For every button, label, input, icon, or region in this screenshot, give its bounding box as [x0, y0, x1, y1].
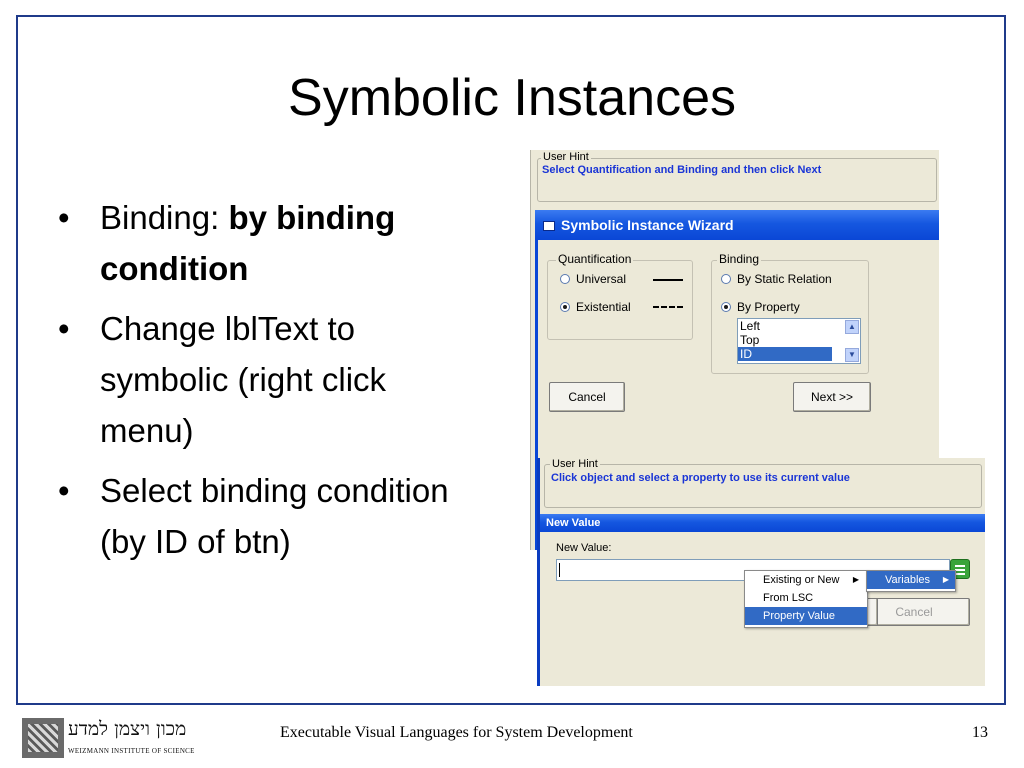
- weizmann-logo: [22, 716, 212, 760]
- property-listbox[interactable]: [737, 318, 861, 364]
- text-cursor: [559, 563, 560, 577]
- radio-circle: [560, 274, 570, 284]
- logo-hebrew-text: מכון ויצמן למדע: [68, 718, 187, 740]
- solid-line-icon: [653, 279, 683, 281]
- radio-label: By Property: [737, 300, 800, 314]
- quantification-legend: Quantification: [558, 252, 632, 266]
- radio-by-property[interactable]: [721, 300, 800, 314]
- menu-item-from-lsc[interactable]: From LSC: [763, 592, 814, 604]
- list-item[interactable]: Top: [740, 333, 760, 347]
- menu-item-existing-or-new[interactable]: [745, 571, 867, 589]
- submenu-arrow-icon: ▶: [942, 575, 949, 584]
- new-value-label: New Value:: [556, 542, 612, 554]
- radio-existential[interactable]: [560, 300, 631, 314]
- radio-universal[interactable]: [560, 272, 626, 286]
- logo-english-text: WEIZMANN INSTITUTE OF SCIENCE: [68, 747, 195, 755]
- radio-circle: [721, 302, 731, 312]
- menu-item-variables[interactable]: [867, 571, 955, 589]
- menu-item-label: Existing or New: [763, 574, 840, 586]
- submenu: [866, 570, 956, 592]
- menu-item-label: Variables: [885, 574, 931, 586]
- user-hint-text: Select Quantification and Binding and then click Next: [542, 164, 822, 176]
- scroll-up-icon[interactable]: ▲: [845, 320, 859, 334]
- new-value-titlebar: New Value: [540, 514, 985, 532]
- footer-text: Executable Visual Languages for System Development: [280, 724, 633, 741]
- submenu-arrow-icon: ▶: [852, 575, 859, 584]
- list-item[interactable]: Left: [740, 319, 761, 333]
- slide-title: Symbolic Instances: [288, 69, 736, 127]
- list-item-selected[interactable]: ID: [738, 347, 832, 361]
- bullet-prefix: Binding:: [100, 199, 229, 236]
- next-button[interactable]: Next >>: [793, 382, 871, 412]
- user-hint-text: Click object and select a property to use its current value: [551, 472, 850, 484]
- bullet-item: • Select binding condition (by ID of btn): [56, 465, 476, 567]
- user-hint-legend: User Hint: [543, 151, 589, 163]
- user-hint-box: [544, 464, 982, 508]
- menu-item-property-value[interactable]: Property Value: [745, 607, 867, 625]
- dashed-line-icon: [653, 306, 683, 308]
- page-number: 13: [972, 724, 988, 741]
- bullet-bold-text: by binding condition: [100, 199, 396, 287]
- cancel-button[interactable]: Cancel: [858, 598, 970, 626]
- cancel-button[interactable]: Cancel: [549, 382, 625, 412]
- binding-legend: Binding: [719, 252, 760, 266]
- wizard-title: Symbolic Instance Wizard: [561, 217, 734, 233]
- bullet-item: • Change lblText to symbolic (right click menu): [56, 303, 476, 456]
- context-menu: [744, 570, 868, 628]
- radio-label: Existential: [576, 300, 631, 314]
- window-icon: [543, 221, 555, 231]
- radio-circle: [560, 302, 570, 312]
- new-value-screenshot: [537, 458, 985, 686]
- radio-by-static-relation[interactable]: [721, 272, 832, 286]
- bullet-list: [56, 192, 476, 576]
- user-hint-legend: User Hint: [552, 458, 598, 470]
- logo-emblem-icon: [22, 718, 64, 758]
- bullet-item: [56, 192, 476, 294]
- radio-label: Universal: [576, 272, 627, 286]
- scroll-down-icon[interactable]: ▼: [845, 348, 859, 362]
- wizard-titlebar: [535, 210, 939, 240]
- radio-circle: [721, 274, 731, 284]
- radio-label: By Static Relation: [737, 272, 832, 286]
